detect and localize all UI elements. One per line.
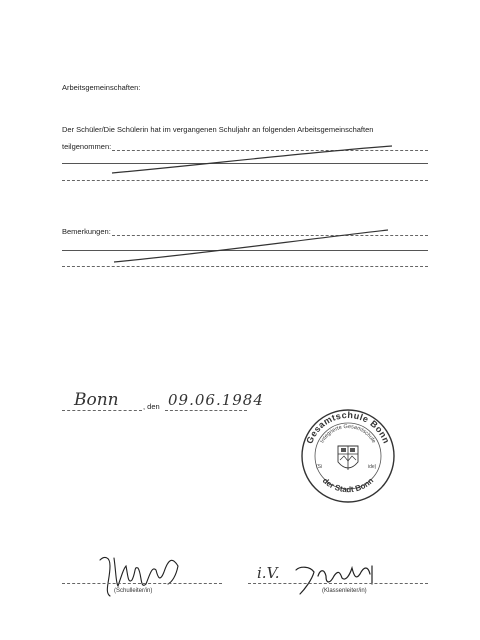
stamp-left-text: (Si: [316, 464, 323, 470]
statement-text: Der Schüler/Die Schülerin hat im vergangenen Schuljahr an folgenden Arbeitsgemeinschaften: [62, 125, 374, 134]
date-handwritten: 09.06.1984: [168, 391, 264, 409]
place-handwritten: Bonn: [74, 390, 119, 410]
teacher-line: [248, 583, 428, 584]
stamp-inner-text: Integrierte Gesamtschule: [319, 423, 377, 445]
date-connector: , den: [143, 402, 160, 411]
teacher-label: (Klassenleiter/in): [322, 588, 367, 594]
remarks-label: Bemerkungen:: [62, 227, 111, 236]
stamp-right-text: ide): [368, 464, 377, 470]
teacher-prefix: i.V.: [257, 564, 280, 582]
section-title: Arbeitsgemeinschaften:: [62, 83, 141, 92]
stamp-bottom-text: der Stadt Bonn: [320, 476, 376, 495]
statement-text-cont: teilgenommen:: [62, 142, 112, 151]
stamp-top-text: Gesamtschule Bonn: [304, 409, 392, 446]
principal-label: (Schulleiter/in): [114, 588, 153, 594]
